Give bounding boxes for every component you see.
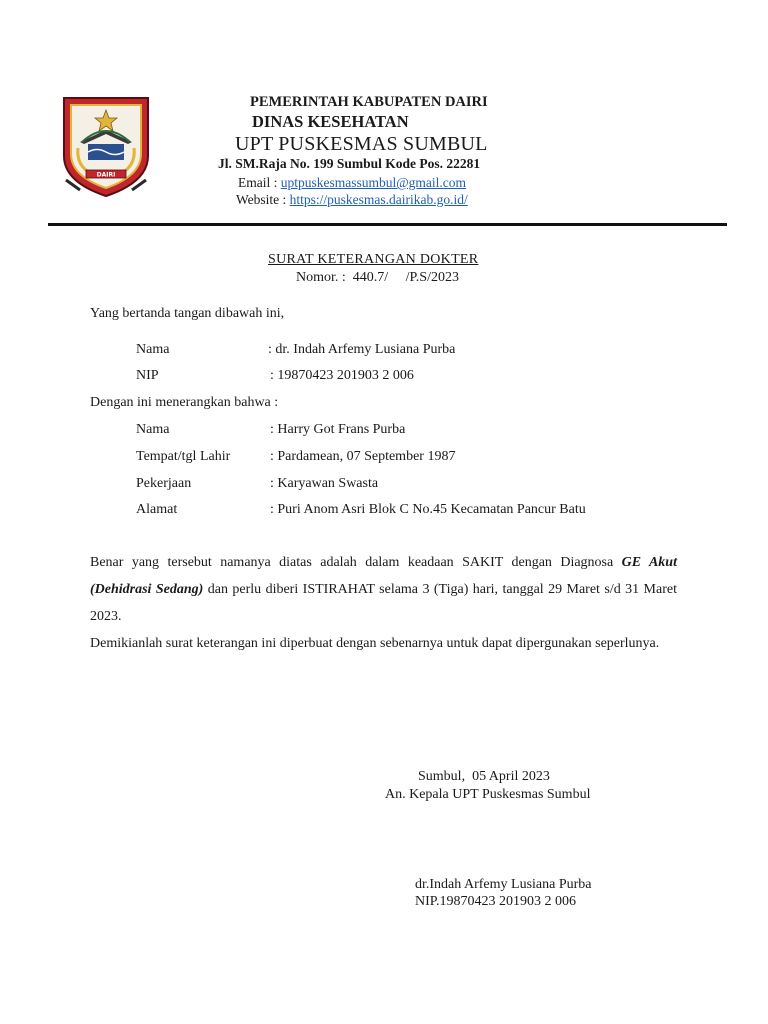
document-number: Nomor. : 440.7/ /P.S/2023: [296, 270, 459, 285]
department-name: DINAS KESEHATAN: [252, 112, 409, 131]
patient-address-value: : Puri Anom Asri Blok C No.45 Kecamatan Pancur Batu: [270, 502, 586, 517]
statement-part-2: dan perlu diberi ISTIRAHAT selama 3 (Tiga) hari, tanggal 29 Maret s/d 31 Maret 2023.: [90, 582, 677, 624]
website-line: [236, 192, 556, 208]
unit-name: UPT PUSKESMAS SUMBUL: [235, 133, 488, 155]
patient-address-label: Alamat: [136, 502, 178, 517]
email-label: Email :: [238, 175, 281, 190]
patient-birth-label: Tempat/tgl Lahir: [136, 449, 231, 464]
doctor-nip-value: : 19870423 201903 2 006: [270, 368, 414, 383]
statement-intro: Dengan ini menerangkan bahwa :: [90, 395, 279, 410]
patient-birth-value: : Pardamean, 07 September 1987: [270, 449, 456, 464]
email-line: [238, 175, 558, 191]
patient-job-label: Pekerjaan: [136, 476, 192, 491]
diagnosis: GE Akut (Dehidrasi Sedang): [90, 555, 677, 597]
seal-banner-text: DAIRI: [96, 171, 116, 179]
intro-text: Yang bertanda tangan dibawah ini,: [90, 306, 285, 321]
document-title: SURAT KETERANGAN DOKTER: [268, 252, 479, 267]
doctor-name-label: Nama: [136, 342, 170, 357]
signature-place-date: Sumbul, 05 April 2023: [418, 769, 550, 784]
letterhead-divider: [48, 223, 727, 226]
patient-name-value: : Harry Got Frans Purba: [270, 422, 406, 437]
statement-paragraph: [90, 549, 677, 630]
website-label: Website :: [236, 192, 290, 207]
doctor-nip-label: NIP: [136, 368, 159, 383]
website-link[interactable]: https://puskesmas.dairikab.go.id/: [289, 192, 468, 207]
government-name: PEMERINTAH KABUPATEN DAIRI: [250, 94, 488, 110]
patient-name-label: Nama: [136, 422, 170, 437]
regency-seal-logo: [58, 94, 154, 198]
signer-name: dr.Indah Arfemy Lusiana Purba: [415, 877, 592, 892]
signer-nip: NIP.19870423 201903 2 006: [415, 894, 577, 909]
statement-part-1: Benar yang tersebut namanya diatas adalah dalam keadaan SAKIT dengan Diagnosa: [90, 555, 622, 570]
signature-position: An. Kepala UPT Puskesmas Sumbul: [385, 787, 591, 802]
doctor-name-value: : dr. Indah Arfemy Lusiana Purba: [268, 342, 456, 357]
office-address: Jl. SM.Raja No. 199 Sumbul Kode Pos. 22281: [218, 156, 481, 171]
closing-paragraph: Demikianlah surat keterangan ini diperbuat dengan sebenarnya untuk dapat dipergunakan seperlunya.: [90, 636, 660, 651]
patient-job-value: : Karyawan Swasta: [270, 476, 379, 491]
email-link[interactable]: uptpuskesmassumbul@gmail.com: [280, 175, 467, 190]
